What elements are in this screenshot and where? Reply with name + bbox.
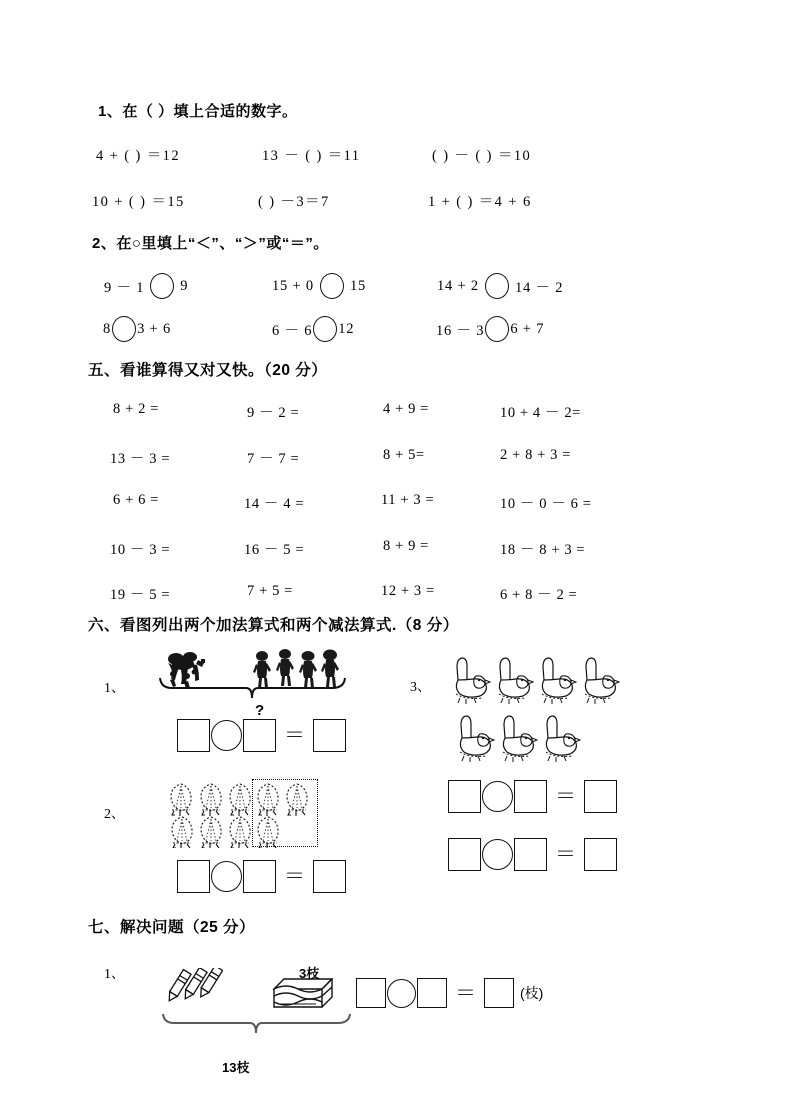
compare-circle[interactable]: [313, 316, 337, 342]
compare-item: [436, 316, 544, 342]
section-six-heading: 六、看图列出两个加法算式和两个减法算式.（8 分）: [88, 617, 459, 634]
calc-problem: 10 + 4 － 2=: [500, 405, 581, 421]
compare-circle[interactable]: [150, 273, 174, 299]
fill-blank-item: 13 － ( ) ＝11: [262, 148, 361, 164]
fill-blank-heading: 1、在（ ）填上合适的数字。: [98, 103, 298, 120]
calc-problem: 16 － 5 =: [244, 542, 305, 558]
equation-row: [177, 719, 346, 752]
calc-problem: 9 － 2 =: [247, 405, 300, 421]
operator-circle[interactable]: [211, 861, 242, 892]
fill-blank-item: ( ) － ( ) ＝10: [432, 148, 532, 164]
item-number: 1、: [104, 681, 125, 696]
calc-problem: 11 + 3 =: [381, 492, 435, 508]
answer-box[interactable]: [514, 780, 547, 813]
brace-question-label: ?: [255, 702, 265, 719]
compare-item: [437, 273, 563, 299]
operator-circle[interactable]: [482, 839, 513, 870]
compare-circle[interactable]: [485, 316, 509, 342]
fill-blank-item: 4 + ( ) ＝12: [96, 148, 180, 164]
calc-problem: 10 － 3 =: [110, 542, 171, 558]
compare-left: 16 － 3: [436, 322, 485, 339]
operator-circle[interactable]: [387, 979, 416, 1008]
equation-row: [177, 860, 346, 893]
section-seven-heading: 七、解决问题（25 分）: [88, 919, 256, 936]
equals-sign: ＝: [284, 864, 305, 888]
books-count-label: 3枝: [299, 966, 320, 981]
fill-blank-item: 10 + ( ) ＝15: [92, 194, 185, 210]
compare-item: [104, 273, 188, 299]
item-number: 1、: [104, 967, 125, 982]
total-count-label: 13枝: [222, 1060, 250, 1075]
compare-left: 8: [103, 320, 112, 337]
operator-circle[interactable]: [211, 720, 242, 751]
answer-box[interactable]: [313, 860, 346, 893]
compare-right: 15: [349, 277, 367, 294]
compare-left: 14 + 2: [437, 277, 479, 294]
equals-sign: ＝: [555, 842, 576, 866]
answer-box[interactable]: [177, 860, 210, 893]
equals-sign: ＝: [555, 784, 576, 808]
calc-problem: 7 － 7 =: [247, 451, 300, 467]
calc-problem: 12 + 3 =: [381, 583, 435, 599]
equals-sign: ＝: [284, 723, 305, 747]
compare-heading: 2、在○里填上“＜”、“＞”或“＝”。: [92, 235, 329, 252]
equals-sign: ＝: [455, 980, 476, 1005]
calc-problem: 8 + 5=: [383, 447, 425, 463]
compare-item: [272, 316, 354, 342]
group-brace: [157, 676, 347, 704]
compare-right: 14 － 2: [514, 279, 564, 296]
answer-box[interactable]: [356, 978, 386, 1008]
compare-right: 3 + 6: [137, 320, 171, 337]
answer-box[interactable]: [584, 838, 617, 871]
compare-right: 9: [180, 277, 189, 294]
calc-problem: 6 + 6 =: [113, 492, 159, 508]
calc-problem: 4 + 9 =: [383, 401, 429, 417]
compare-right: 6 + 7: [510, 320, 545, 337]
calc-problem: 14 － 4 =: [244, 496, 305, 512]
compare-circle[interactable]: [320, 273, 344, 299]
compare-left: 15 + 0: [272, 277, 314, 294]
calc-problem: 2 + 8 + 3 =: [500, 447, 572, 463]
calc-problem: 10 － 0 － 6 =: [500, 496, 592, 512]
equation-row: [448, 780, 617, 813]
calc-problem: 7 + 5 =: [247, 583, 293, 599]
compare-left: 9 － 1: [104, 279, 145, 296]
calc-problem: 18 － 8 + 3 =: [500, 542, 586, 558]
unit-label: (枝): [520, 985, 544, 1001]
answer-box[interactable]: [177, 719, 210, 752]
compare-item: [103, 316, 171, 342]
answer-box[interactable]: [243, 860, 276, 893]
equation-row: [448, 838, 617, 871]
seven-chickens-icon: [452, 654, 627, 769]
answer-box[interactable]: [448, 780, 481, 813]
compare-item: [272, 273, 366, 299]
calc-problem: 8 + 9 =: [383, 538, 429, 554]
item-number: 3、: [410, 680, 431, 695]
total-brace: [160, 1012, 352, 1038]
calc-problem: 8 + 2 =: [113, 401, 159, 417]
answer-box[interactable]: [448, 838, 481, 871]
answer-box[interactable]: [243, 719, 276, 752]
calc-problem: 6 + 8 － 2 =: [500, 587, 578, 603]
compare-circle[interactable]: [485, 273, 509, 299]
answer-box[interactable]: [514, 838, 547, 871]
operator-circle[interactable]: [482, 781, 513, 812]
compare-circle[interactable]: [112, 316, 136, 342]
calc-problem: 13 － 3 =: [110, 451, 171, 467]
equation-row: [356, 978, 543, 1008]
compare-right: 12: [338, 320, 355, 337]
section-five-heading: 五、看谁算得又对又快。（20 分）: [88, 362, 328, 379]
compare-left: 6 － 6: [272, 322, 313, 339]
item-number: 2、: [104, 807, 125, 822]
fill-blank-item: 1 + ( ) ＝4 + 6: [428, 194, 532, 210]
answer-box[interactable]: [417, 978, 447, 1008]
fill-blank-item: ( ) －3＝7: [258, 194, 330, 210]
dotted-group-box: [252, 779, 318, 847]
answer-box[interactable]: [584, 780, 617, 813]
pencils-icon: [165, 968, 223, 1010]
answer-box[interactable]: [484, 978, 514, 1008]
calc-problem: 19 － 5 =: [110, 587, 171, 603]
answer-box[interactable]: [313, 719, 346, 752]
